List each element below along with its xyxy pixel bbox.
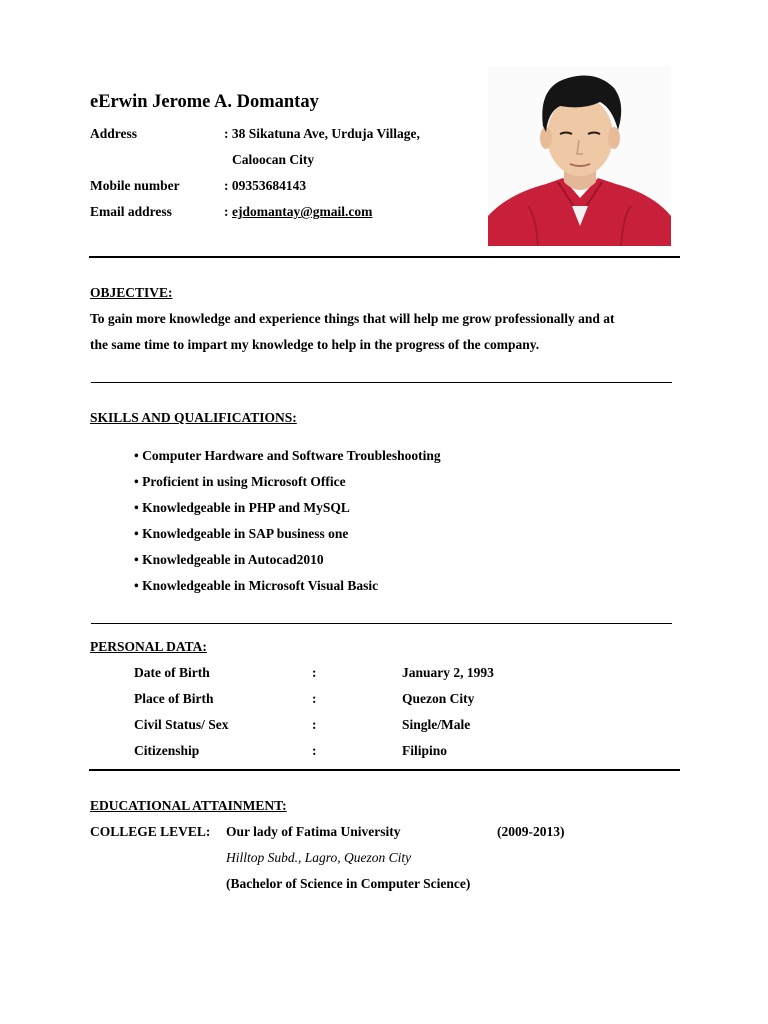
mobile-label: Mobile number [90,178,180,193]
skills-divider [91,623,672,624]
profile-photo-icon [488,66,671,246]
objective-heading: OBJECTIVE: [90,285,173,300]
email-colon: : [224,204,229,219]
personal-separator: : [312,717,317,732]
skill-item: • Knowledgeable in Microsoft Visual Basic [134,578,379,593]
address-line-1: : 38 Sikatuna Ave, Urduja Village, [224,126,420,141]
school-years: (2009-2013) [497,824,565,839]
personal-separator: : [312,665,317,680]
personal-label: Civil Status/ Sex [134,717,229,732]
email-label: Email address [90,204,172,219]
personal-label: Date of Birth [134,665,210,680]
mobile-value: : 09353684143 [224,178,307,193]
skill-item: • Knowledgeable in SAP business one [134,526,349,541]
address-label: Address [90,126,138,141]
personal-value: January 2, 1993 [402,665,494,680]
skill-item: • Computer Hardware and Software Troubleshooting [134,448,441,463]
personal-separator: : [312,743,317,758]
personal-value: Single/Male [402,717,471,732]
resume-name: eErwin Jerome A. Domantay [90,92,319,112]
personal-separator: : [312,691,317,706]
email-link[interactable]: ejdomantay@gmail.com [232,204,373,219]
personal-label: Place of Birth [134,691,214,706]
personal-value: Filipino [402,743,448,758]
skill-item: • Knowledgeable in PHP and MySQL [134,500,350,515]
profile-photo [488,66,671,246]
personal-divider [89,769,680,771]
header-divider [89,256,680,258]
skills-heading: SKILLS AND QUALIFICATIONS: [90,410,297,425]
college-level-label: COLLEGE LEVEL: [90,824,211,839]
objective-line-1: To gain more knowledge and experience things that will help me grow professionally and at [90,311,615,326]
objective-line-2: the same time to impart my knowledge to help in the progress of the company. [90,337,540,352]
school-name: Our lady of Fatima University [226,824,401,839]
skill-item: • Knowledgeable in Autocad2010 [134,552,324,567]
skill-item: • Proficient in using Microsoft Office [134,474,346,489]
degree: (Bachelor of Science in Computer Science) [226,876,471,891]
personal-data-heading: PERSONAL DATA: [90,639,207,654]
personal-label: Citizenship [134,743,200,758]
personal-value: Quezon City [402,691,475,706]
address-line-2: Caloocan City [232,152,315,167]
education-heading: EDUCATIONAL ATTAINMENT: [90,798,287,813]
objective-divider [91,382,672,383]
school-location: Hilltop Subd., Lagro, Quezon City [226,850,412,865]
